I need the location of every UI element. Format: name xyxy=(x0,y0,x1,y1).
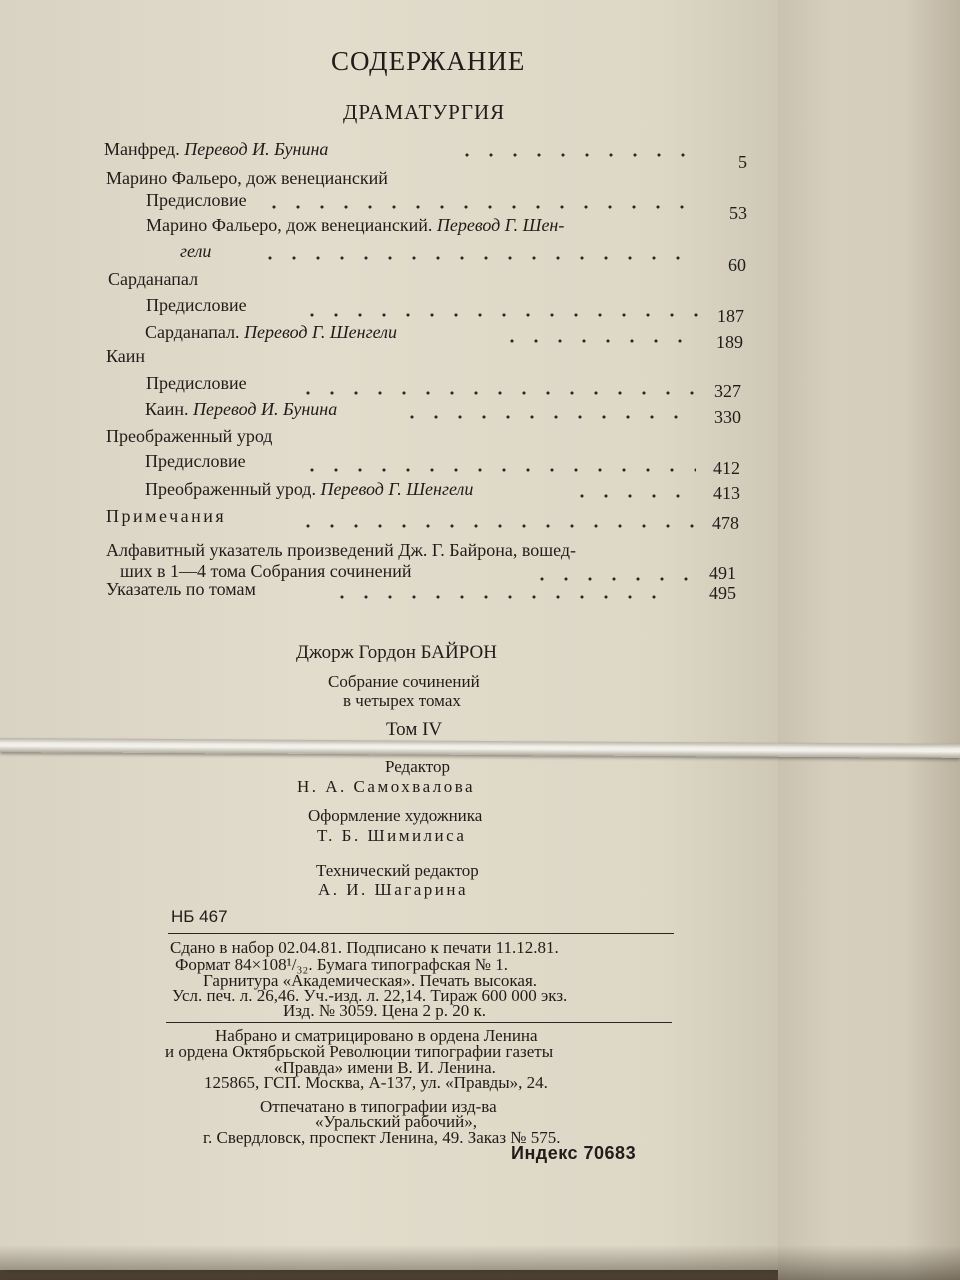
leader-dots xyxy=(300,313,700,317)
printing-line: Гарнитура «Академическая». Печать высокая. xyxy=(203,971,538,990)
toc-entry xyxy=(180,241,211,262)
toc-entry xyxy=(146,190,247,211)
toc-entry xyxy=(106,579,256,600)
toc-entry xyxy=(106,168,388,189)
leader-dots xyxy=(300,468,696,472)
editor-name: Н. А. Самохвалова xyxy=(297,777,476,796)
toc-page-number: 5 xyxy=(738,152,747,172)
section-heading: ДРАМАТУРГИЯ xyxy=(343,100,506,124)
toc-entry-title: Примечания xyxy=(106,506,227,526)
toc-entry-title: Каин xyxy=(106,346,146,366)
toc-entry-title: Сарданапал. xyxy=(145,322,240,342)
collection-title-line1: Собрание сочинений xyxy=(328,672,480,691)
toc-page-number: 495 xyxy=(709,583,736,603)
toc-entry-title: Сарданапал xyxy=(108,269,199,289)
printed-line: Отпечатано в типографии изд-ва xyxy=(260,1097,497,1116)
toc-entry-translator: Перевод И. Бунина xyxy=(193,399,338,419)
toc-page-number: 53 xyxy=(729,203,747,223)
toc-entry-title: Преображенный урод. xyxy=(145,479,316,499)
toc-entry-translator: Перевод Г. Шен- xyxy=(436,215,565,235)
typesetting-line: 125865, ГСП. Москва, А-137, ул. «Правды», 24. xyxy=(204,1073,548,1092)
toc-entry-title: Указатель по томам xyxy=(106,579,256,599)
leader-dots xyxy=(330,595,676,599)
toc-entry-title: Преображенный урод xyxy=(106,426,273,446)
toc-page-number: 189 xyxy=(716,332,743,352)
nb-number: НБ 467 xyxy=(171,907,228,926)
printed-line: «Уральский рабочий», xyxy=(315,1112,477,1131)
typesetting-line: и ордена Октябрьской Революции типографии газеты xyxy=(165,1042,554,1061)
imprint-rule-top xyxy=(168,933,674,934)
toc-page-number: 491 xyxy=(709,563,736,583)
toc-entry-title: Предисловие xyxy=(146,190,247,210)
tech-editor-label: Технический редактор xyxy=(316,861,479,880)
typesetting-line: Набрано и сматрицировано в ордена Ленина xyxy=(215,1026,538,1045)
printed-line: г. Свердловск, проспект Ленина, 49. Заказ № 575. xyxy=(203,1128,561,1147)
contents-heading: СОДЕРЖАНИЕ xyxy=(331,46,526,76)
toc-entry xyxy=(145,479,473,500)
toc-page-number: 478 xyxy=(712,513,739,533)
editor-label: Редактор xyxy=(385,757,450,776)
designer-label: Оформление художника xyxy=(308,806,483,825)
toc-entry-title: Марино Фальеро, дож венецианский xyxy=(106,168,388,188)
collection-title-line2: в четырех томах xyxy=(343,691,461,710)
toc-page-number: 327 xyxy=(714,381,741,401)
toc-page-number: 187 xyxy=(717,306,744,326)
leader-dots xyxy=(296,391,696,395)
toc-entry xyxy=(146,373,247,394)
toc-entry-translator: гели xyxy=(180,241,212,261)
toc-page-number: 413 xyxy=(713,483,740,503)
toc-entry-translator: Перевод И. Бунина xyxy=(184,139,329,159)
printing-line: Сдано в набор 02.04.81. Подписано к печати 11.12.81. xyxy=(170,938,559,957)
leader-dots xyxy=(455,153,695,157)
toc-entry-title: Предисловие xyxy=(146,373,247,393)
bottom-shadow xyxy=(0,1245,960,1280)
toc-entry xyxy=(145,399,337,420)
imprint-rule-middle xyxy=(166,1022,672,1023)
toc-entry-title: Марино Фальеро, дож венецианский. xyxy=(146,215,433,235)
leader-dots xyxy=(400,415,696,419)
index-number: Индекс 70683 xyxy=(511,1143,637,1163)
toc-entry xyxy=(145,451,246,472)
toc-entry-title: Предисловие xyxy=(146,295,247,315)
printing-line: Формат 84×108¹/₃₂. Бумага типографская № 1. xyxy=(175,955,508,974)
toc-entry xyxy=(106,426,272,447)
leader-dots xyxy=(296,524,696,528)
page-edge-shadow xyxy=(905,0,960,1280)
volume-label: Том IV xyxy=(386,719,443,740)
leader-dots xyxy=(500,339,700,343)
toc-entry-title: Предисловие xyxy=(145,451,246,471)
author-name: Джорж Гордон БАЙРОН xyxy=(296,642,497,663)
toc-entry xyxy=(108,269,198,290)
typesetting-line: «Правда» имени В. И. Ленина. xyxy=(274,1058,496,1077)
toc-page-number: 330 xyxy=(714,407,741,427)
toc-entry xyxy=(106,506,226,527)
toc-entry xyxy=(106,346,145,367)
printing-line: Изд. № 3059. Цена 2 р. 20 к. xyxy=(283,1001,487,1020)
toc-entry-translator: Перевод Г. Шенгели xyxy=(244,322,397,342)
toc-entry xyxy=(104,139,328,160)
toc-entry-title: Каин. xyxy=(145,399,189,419)
toc-entry-title: ших в 1—4 тома Собрания сочинений xyxy=(120,561,412,581)
toc-entry-title: Манфред. xyxy=(104,139,180,159)
toc-page-number: 412 xyxy=(713,458,740,478)
leader-dots xyxy=(262,205,692,209)
printing-line: Усл. печ. л. 26,46. Уч.-изд. л. 22,14. Тираж 600 000 экз. xyxy=(172,986,568,1005)
toc-entry xyxy=(145,322,397,343)
leader-dots xyxy=(258,256,698,260)
designer-name: Т. Б. Шимилиса xyxy=(317,826,467,845)
toc-entry xyxy=(146,215,564,236)
toc-entry xyxy=(106,540,576,561)
toc-entry-translator: Перевод Г. Шенгели xyxy=(320,479,474,499)
toc-entry xyxy=(146,295,247,316)
toc-page-number: 60 xyxy=(728,255,746,275)
tech-editor-name: А. И. Шагарина xyxy=(318,880,469,899)
toc-entry-title: Алфавитный указатель произведений Дж. Г. Байрона, вошед- xyxy=(106,540,577,560)
